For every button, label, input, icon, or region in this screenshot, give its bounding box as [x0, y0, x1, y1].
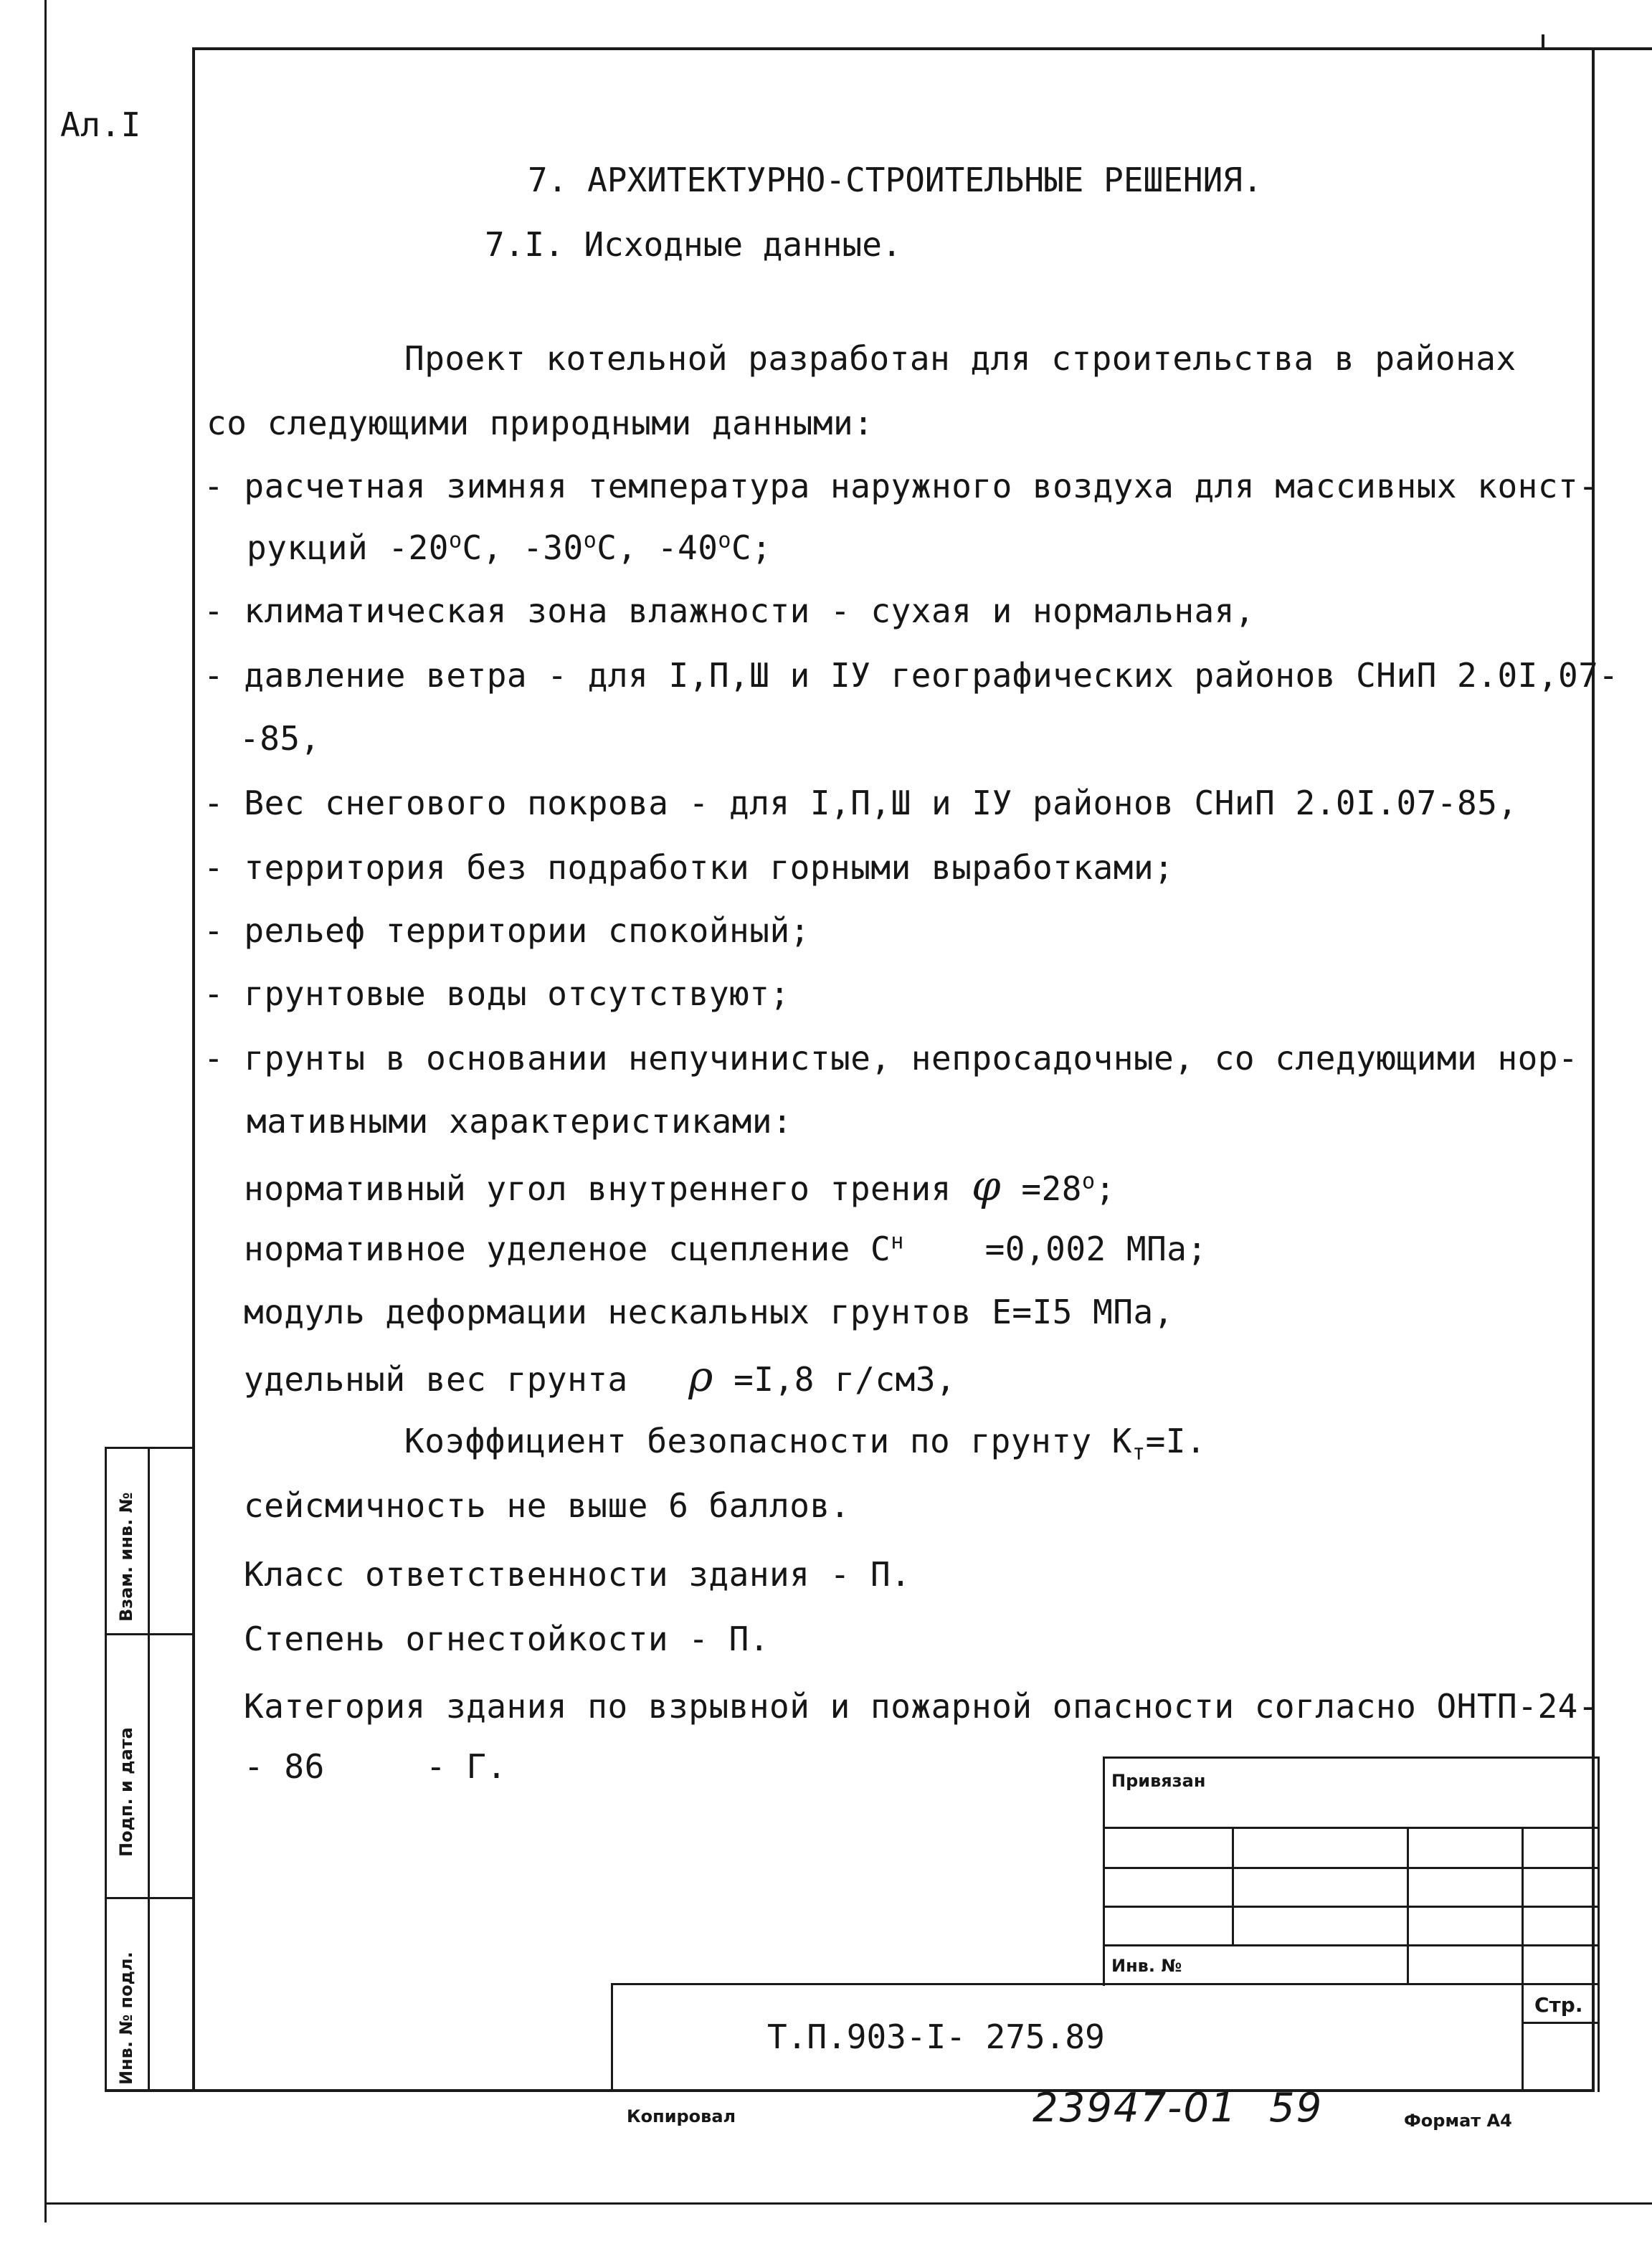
- building-category-2b: - Г.: [426, 1747, 507, 1786]
- param-deformation-modulus: модуль деформации нескальных грунтов Е=I5 МПа,: [244, 1293, 1174, 1331]
- stamp-col-3: [1522, 1827, 1524, 2092]
- param-unit-weight: удельный вес грунта ρ =I,8 г/см3,: [244, 1352, 956, 1401]
- seismicity: сейсмичность не выше 6 баллов.: [244, 1486, 850, 1525]
- stamp-page-divider: [1522, 2022, 1599, 2024]
- stamp-right: [1598, 1756, 1600, 2092]
- stamp-row-1: [1103, 1827, 1599, 1829]
- fire-resistance: Степень огнестойкости - П.: [244, 1620, 770, 1658]
- param-cohesion: нормативное уделеное сцепление $С^н$ =0,002 МПа;: [244, 1229, 1207, 1268]
- safety-coefficient: Коэффициент безопасности по грунту $К_т=I$.: [404, 1422, 1207, 1466]
- outer-left-border: [44, 0, 47, 2222]
- bullet-territory: - территория без подработки горными выработками;: [204, 848, 1174, 887]
- bullet-wind-1: - давление ветра - для I,П,Ш и IУ географических районов СНиП 2.0I,07-: [204, 656, 1619, 695]
- frame-left: [192, 47, 195, 2091]
- stamp-row-3: [1103, 1906, 1599, 1908]
- stamp-row-5: [611, 1983, 1599, 1985]
- stamp-left: [1103, 1756, 1105, 1986]
- side-stamp-divider-v: [148, 1447, 150, 2091]
- sheet-label: Ал.I: [60, 105, 141, 144]
- param-friction-angle: нормативный угол внутреннего трения $\varphi =28^о$;: [244, 1161, 1116, 1210]
- side-stamp-divider-2: [105, 1897, 194, 1899]
- stamp-row-4: [1103, 1944, 1599, 1946]
- outer-bottom-border: [44, 2202, 1652, 2205]
- stamp-col-2: [1407, 1827, 1409, 1984]
- side-stamp-vzam-inv: Взам. инв. №: [116, 1492, 136, 1622]
- intro-line-2: со следующими природными данными:: [206, 404, 874, 442]
- stamp-top: [1103, 1756, 1598, 1759]
- responsibility-class: Класс ответственности здания - П.: [244, 1555, 911, 1594]
- frame-top: [192, 47, 1652, 50]
- stamp-doc-code: Т.П.903-I- 275.89: [767, 2017, 1105, 2056]
- bullet-temperature-2: рукций $-20^оС$, $-30^оС$, $-40^оС$;: [247, 528, 772, 567]
- footer-number: 23947-01: [1032, 2085, 1238, 2131]
- side-stamp-left: [105, 1447, 107, 2091]
- side-stamp-podp-data: Подп. и дата: [116, 1727, 136, 1857]
- bullet-wind-2: -85,: [239, 719, 321, 758]
- stamp-col-1: [1232, 1827, 1234, 1944]
- footer-kopiroval: Копировал: [627, 2106, 736, 2126]
- stamp-main-left: [611, 1983, 613, 2092]
- side-stamp-inv-podl: Инв. № подл.: [116, 1951, 136, 2085]
- intro-line-1: Проект котельной разработан для строительства в районах: [404, 339, 1516, 378]
- bullet-soils-2: мативными характеристиками:: [247, 1102, 793, 1141]
- bullet-humidity: - климатическая зона влажности - сухая и нормальная,: [204, 591, 1255, 630]
- footer-format: Формат А4: [1404, 2111, 1512, 2131]
- stamp-inv-no: Инв. №: [1111, 1956, 1182, 1976]
- bullet-relief: - рельеф территории спокойный;: [204, 911, 810, 950]
- frame-bottom: [105, 2089, 1595, 2092]
- building-category-2a: - 86: [244, 1747, 325, 1786]
- bullet-temperature-1: - расчетная зимняя температура наружного воздуха для массивных конст-: [204, 467, 1599, 505]
- bullet-soils-1: - грунты в основании непучинистые, непросадочные, со следующими нор-: [204, 1039, 1579, 1078]
- frame-right: [1592, 47, 1595, 2091]
- bullet-snow: - Вес снегового покрова - для I,П,Ш и IУ районов СНиП 2.0I.07-85,: [204, 784, 1518, 822]
- bullet-groundwater: - грунтовые воды отсутствуют;: [204, 974, 790, 1013]
- building-category-1: Категория здания по взрывной и пожарной опасности согласно ОНТП-24-: [244, 1687, 1599, 1726]
- stamp-row-2: [1103, 1867, 1599, 1869]
- footer-page: 59: [1269, 2085, 1324, 2131]
- section-heading: 7. АРХИТЕКТУРНО-СТРОИТЕЛЬНЫЕ РЕШЕНИЯ.: [528, 161, 1263, 199]
- stamp-privyazan: Привязан: [1111, 1771, 1206, 1791]
- section-subheading: 7.I. Исходные данные.: [485, 225, 902, 264]
- stamp-page-label: Стр.: [1534, 1993, 1583, 2017]
- side-stamp-divider-1: [105, 1633, 194, 1635]
